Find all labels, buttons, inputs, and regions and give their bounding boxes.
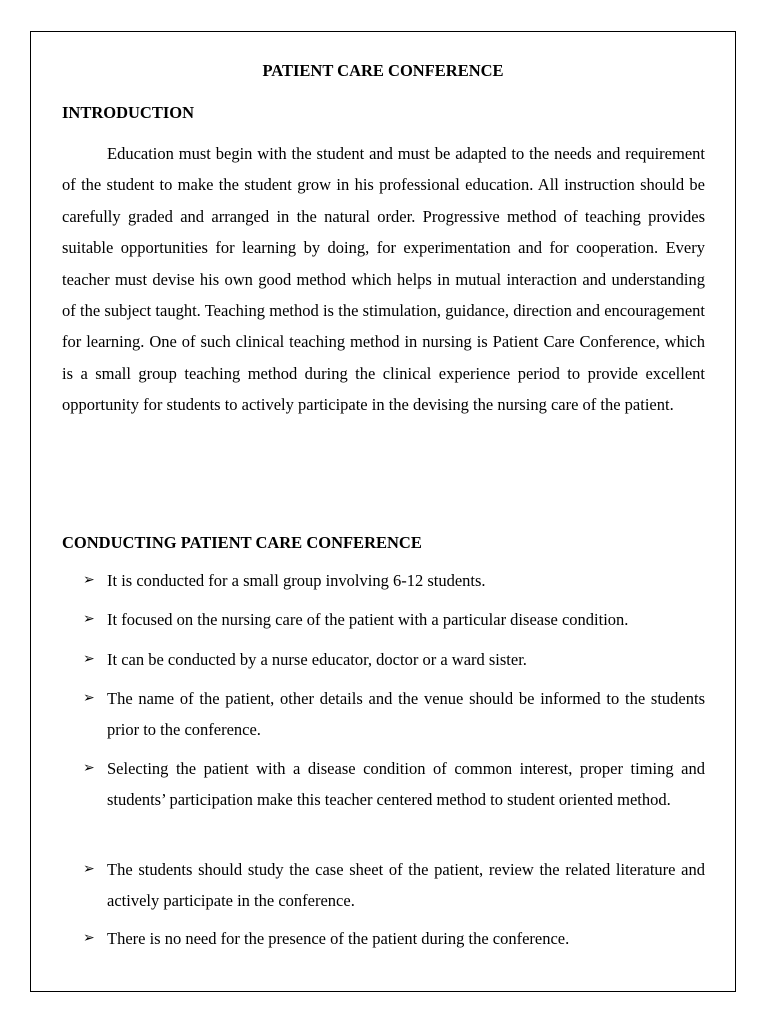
list-item-text: The students should study the case sheet of the patient, review the related literature and actively participate in the conference. <box>107 860 705 910</box>
arrow-bullet-icon: ➢ <box>83 652 95 667</box>
list-item-text: It is conducted for a small group involving 6-12 students. <box>107 571 486 590</box>
conducting-heading: CONDUCTING PATIENT CARE CONFERENCE <box>62 533 422 552</box>
arrow-bullet-icon: ➢ <box>83 931 95 946</box>
arrow-bullet-icon: ➢ <box>83 612 95 627</box>
list-item-text: It focused on the nursing care of the patient with a particular disease condition. <box>107 610 629 629</box>
arrow-bullet-icon: ➢ <box>83 691 95 706</box>
list-item-text: It can be conducted by a nurse educator, doctor or a ward sister. <box>107 650 527 669</box>
arrow-bullet-icon: ➢ <box>83 573 95 588</box>
introduction-paragraph: Education must begin with the student and must be adapted to the needs and requirement of the student to make the student grow in his professional education. All instruction should be carefully graded and arranged in the natural order. Progressive method of teaching provides suitable opportunities for learning by doing, for experimentation and for cooperation. Every teacher must devise his own good method which helps in mutual interaction and understanding of the subject taught. Teaching method is the stimulation, guidance, direction and encouragement for learning. One of such clinical teaching method in nursing is Patient Care Conference, which is a small group teaching method during the clinical experience period to provide excellent opportunity for students to actively participate in the devising the nursing care of the patient. <box>62 144 705 415</box>
arrow-bullet-icon: ➢ <box>83 862 95 877</box>
arrow-bullet-icon: ➢ <box>83 761 95 776</box>
list-item-text: There is no need for the presence of the patient during the conference. <box>107 929 570 948</box>
list-item-text: The name of the patient, other details and the venue should be informed to the students prior to the conference. <box>107 689 705 739</box>
list-item-text: Selecting the patient with a disease condition of common interest, proper timing and students’ participation make this teacher centered method to student oriented method. <box>107 759 705 809</box>
introduction-heading: INTRODUCTION <box>62 103 195 122</box>
document-title: PATIENT CARE CONFERENCE <box>262 61 504 80</box>
